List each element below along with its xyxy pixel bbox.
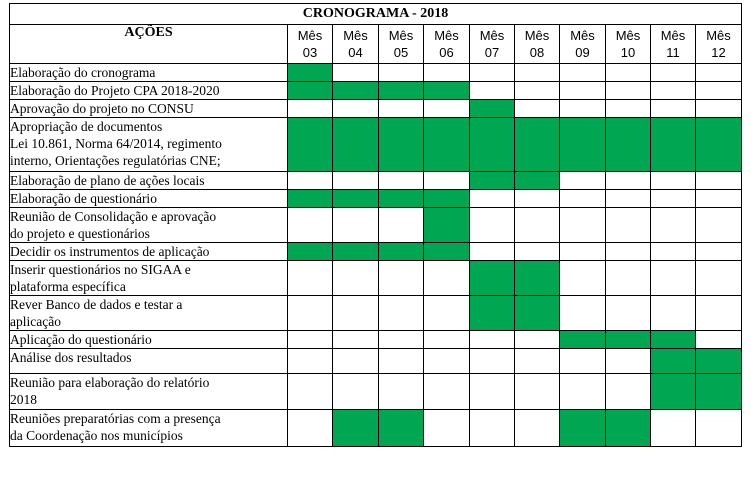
scheduled-cell [560,118,606,172]
empty-cell [333,261,379,296]
scheduled-cell [424,208,470,243]
month-header [606,25,651,64]
empty-cell [470,349,515,374]
empty-cell [424,374,470,410]
month-header [379,25,424,64]
month-header [424,25,470,64]
empty-cell [606,374,651,410]
scheduled-cell [651,331,696,349]
empty-cell [424,172,470,190]
scheduled-cell [470,172,515,190]
table-row [10,190,742,208]
empty-cell [515,374,560,410]
table-row [10,100,742,118]
month-header [560,25,606,64]
empty-cell [606,64,651,82]
empty-cell [606,100,651,118]
empty-cell [288,296,333,331]
table-row [10,82,742,100]
action-cell [10,82,288,100]
scheduled-cell [379,82,424,100]
scheduled-cell [515,172,560,190]
empty-cell [606,172,651,190]
action-cell [10,261,288,296]
month-header [470,25,515,64]
empty-cell [288,331,333,349]
empty-cell [379,331,424,349]
action-text-line: Lei 10.861, Norma 64/2014, regimento [10,136,222,151]
empty-cell [470,190,515,208]
actions-column-header: AÇÕES [10,25,288,64]
empty-cell [560,100,606,118]
action-cell [10,296,288,331]
scheduled-cell [470,118,515,172]
scheduled-cell [333,243,379,261]
action-text-line: Elaboração de questionário [10,191,157,206]
scheduled-cell [424,190,470,208]
empty-cell [470,64,515,82]
empty-cell [560,172,606,190]
action-text-line: Elaboração do Projeto CPA 2018-2020 [10,83,220,98]
action-cell [10,208,288,243]
action-text-line: Elaboração de plano de ações locais [10,173,205,188]
empty-cell [560,261,606,296]
action-cell [10,374,288,410]
action-text-line: Aplicação do questionário [10,332,152,347]
month-header [288,25,333,64]
empty-cell [696,261,742,296]
action-text-line: Reunião para elaboração do relatório [10,375,210,390]
scheduled-cell [651,374,696,410]
empty-cell [470,243,515,261]
scheduled-cell [424,243,470,261]
action-cell [10,100,288,118]
scheduled-cell [515,118,560,172]
scheduled-cell [424,82,470,100]
table-row [10,261,742,296]
month-number: 03 [302,45,318,60]
empty-cell [515,243,560,261]
empty-cell [696,243,742,261]
month-number: 05 [393,45,409,60]
empty-cell [696,100,742,118]
empty-cell [651,64,696,82]
empty-cell [424,261,470,296]
empty-cell [470,82,515,100]
empty-cell [379,296,424,331]
empty-cell [515,190,560,208]
empty-cell [696,208,742,243]
schedule-table [9,3,742,447]
scheduled-cell [288,64,333,82]
scheduled-cell [333,190,379,208]
empty-cell [333,296,379,331]
scheduled-cell [333,410,379,447]
empty-cell [606,243,651,261]
empty-cell [560,82,606,100]
table-row [10,243,742,261]
month-label: Mês [615,28,641,43]
month-label: Mês [660,28,686,43]
empty-cell [424,349,470,374]
empty-cell [560,243,606,261]
empty-cell [515,208,560,243]
scheduled-cell [470,100,515,118]
scheduled-cell [379,190,424,208]
scheduled-cell [560,410,606,447]
table-row [10,208,742,243]
month-number: 04 [348,45,363,60]
table-row [10,331,742,349]
empty-cell [515,100,560,118]
empty-cell [606,208,651,243]
scheduled-cell [470,296,515,331]
empty-cell [424,100,470,118]
empty-cell [288,100,333,118]
empty-cell [288,261,333,296]
action-text-line: Inserir questionários no SIGAA e [10,262,191,277]
empty-cell [651,100,696,118]
empty-cell [515,331,560,349]
empty-cell [606,261,651,296]
month-number: 10 [620,45,636,60]
month-header [515,25,560,64]
action-cell [10,410,288,447]
empty-cell [515,349,560,374]
scheduled-cell [288,243,333,261]
scheduled-cell [651,349,696,374]
empty-cell [333,374,379,410]
action-text-line: Decidir os instrumentos de aplicação [10,244,210,259]
scheduled-cell [560,331,606,349]
table-row [10,349,742,374]
empty-cell [470,331,515,349]
empty-cell [651,172,696,190]
scheduled-cell [470,261,515,296]
month-number: 08 [529,45,545,60]
empty-cell [333,100,379,118]
empty-cell [424,331,470,349]
empty-cell [696,172,742,190]
action-text-line: Reuniões preparatórias com a presença [10,411,221,426]
empty-cell [560,190,606,208]
empty-cell [560,349,606,374]
empty-cell [424,64,470,82]
empty-cell [696,64,742,82]
empty-cell [470,208,515,243]
scheduled-cell [288,118,333,172]
table-row [10,172,742,190]
month-number: 11 [666,45,680,60]
action-text-line: interno, Orientações regulatórias CNE; [10,153,221,168]
month-label: Mês [343,28,368,43]
empty-cell [379,208,424,243]
month-header [696,25,742,64]
empty-cell [696,296,742,331]
action-cell [10,243,288,261]
month-label: Mês [706,28,731,43]
empty-cell [288,374,333,410]
empty-cell [696,410,742,447]
month-header [333,25,379,64]
empty-cell [560,208,606,243]
action-cell [10,190,288,208]
scheduled-cell [515,261,560,296]
empty-cell [606,190,651,208]
scheduled-cell [288,82,333,100]
action-text-line: do projeto e questionários [10,226,150,241]
month-number: 09 [575,45,590,60]
empty-cell [333,172,379,190]
empty-cell [379,349,424,374]
empty-cell [379,374,424,410]
month-label: Mês [388,28,414,43]
scheduled-cell [696,118,742,172]
empty-cell [288,172,333,190]
empty-cell [515,410,560,447]
action-text-line: plataforma específica [10,279,126,294]
empty-cell [651,82,696,100]
table-row [10,374,742,410]
empty-cell [470,410,515,447]
empty-cell [288,410,333,447]
table-row [10,118,742,172]
month-label: Mês [524,28,550,43]
empty-cell [651,410,696,447]
header-row [10,25,742,64]
month-label: Mês [297,28,323,43]
month-number: 06 [439,45,454,60]
action-text-line: Apropriação de documentos [10,119,163,134]
scheduled-cell [606,118,651,172]
action-text-line: aplicação [10,314,61,329]
month-number: 07 [484,45,500,60]
action-text-line: Reunião de Consolidação e aprovação [10,209,217,224]
action-text-line: da Coordenação nos municípios [10,428,183,443]
scheduled-cell [606,410,651,447]
empty-cell [651,296,696,331]
empty-cell [696,190,742,208]
month-label: Mês [570,28,595,43]
scheduled-cell [424,118,470,172]
empty-cell [424,410,470,447]
table-row [10,296,742,331]
action-cell [10,349,288,374]
scheduled-cell [379,410,424,447]
scheduled-cell [606,331,651,349]
empty-cell [333,349,379,374]
action-text-line: Elaboração do cronograma [10,65,156,80]
empty-cell [288,208,333,243]
empty-cell [696,331,742,349]
empty-cell [333,64,379,82]
scheduled-cell [696,374,742,410]
month-label: Mês [479,28,505,43]
action-cell [10,172,288,190]
action-cell [10,64,288,82]
table-row [10,410,742,447]
scheduled-cell [696,349,742,374]
empty-cell [651,261,696,296]
empty-cell [515,82,560,100]
scheduled-cell [288,190,333,208]
scheduled-cell [333,82,379,100]
empty-cell [696,82,742,100]
empty-cell [288,349,333,374]
empty-cell [606,296,651,331]
empty-cell [560,374,606,410]
scheduled-cell [379,118,424,172]
empty-cell [379,100,424,118]
empty-cell [606,82,651,100]
month-header [651,25,696,64]
action-text-line: 2018 [10,392,37,407]
empty-cell [651,208,696,243]
empty-cell [560,64,606,82]
action-text-line: Rever Banco de dados e testar a [10,297,183,312]
empty-cell [606,349,651,374]
empty-cell [470,374,515,410]
action-text-line: Análise dos resultados [10,350,132,365]
scheduled-cell [333,118,379,172]
scheduled-cell [651,118,696,172]
schedule-body [10,64,742,447]
empty-cell [379,64,424,82]
empty-cell [333,331,379,349]
empty-cell [333,208,379,243]
empty-cell [560,296,606,331]
empty-cell [424,296,470,331]
month-label: Mês [434,28,459,43]
scheduled-cell [515,296,560,331]
month-number: 12 [711,45,726,60]
empty-cell [651,243,696,261]
action-text-line: Aprovação do projeto no CONSU [10,101,194,116]
scheduled-cell [379,243,424,261]
table-title: CRONOGRAMA - 2018 [10,4,742,25]
empty-cell [379,172,424,190]
empty-cell [379,261,424,296]
empty-cell [651,190,696,208]
empty-cell [515,64,560,82]
action-cell [10,331,288,349]
action-cell [10,118,288,172]
table-row [10,64,742,82]
